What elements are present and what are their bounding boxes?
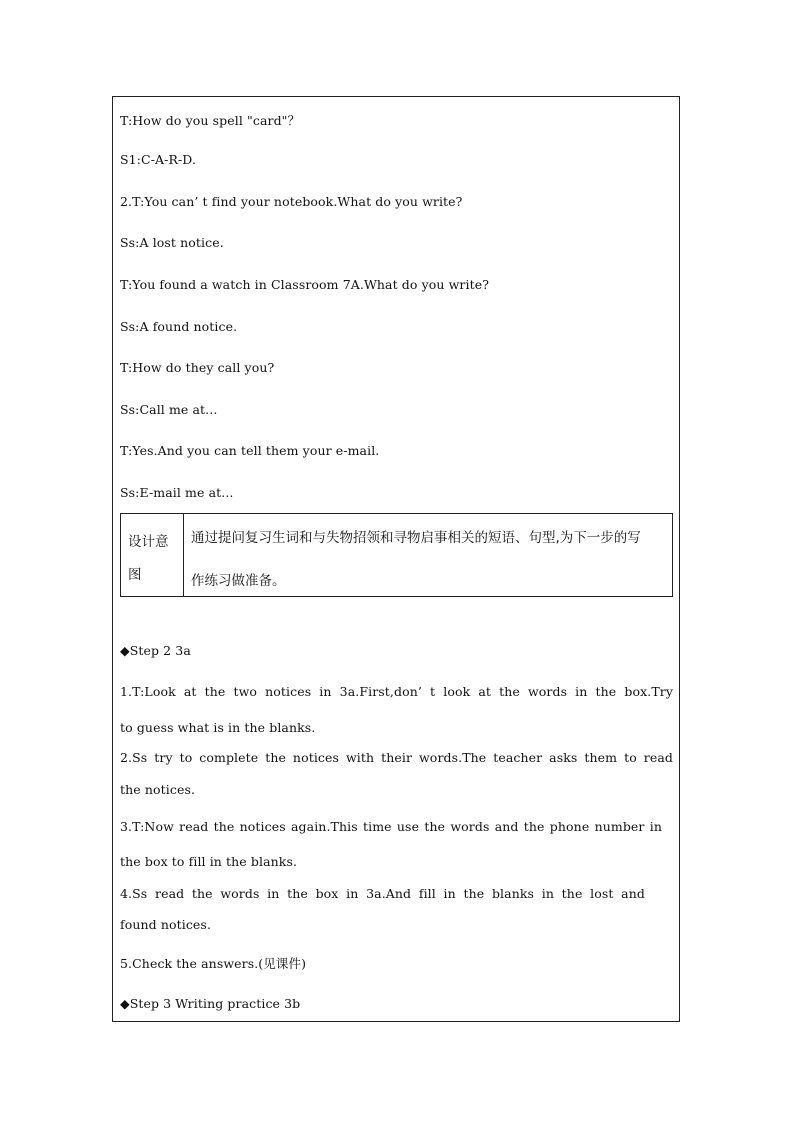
step2-line: found notices. — [120, 917, 212, 932]
step2-line: the notices. — [120, 782, 196, 797]
design-intent-box — [120, 513, 673, 597]
dialogue-line: 2.T:You can’ t find your notebook.What do you write? — [120, 194, 463, 209]
step2-line-wrap — [120, 750, 673, 765]
step2-line: to guess what is in the blanks. — [120, 720, 316, 735]
step2-line: 2.Ss try to complete the notices with their words.The teacher asks them to read — [120, 750, 673, 765]
design-intent-label: 设计意 — [128, 534, 169, 550]
design-intent-divider — [183, 514, 184, 596]
step2-heading: ◆Step 2 3a — [120, 643, 191, 658]
design-intent-label-cont: 图 — [128, 567, 142, 583]
dialogue-line: T:How do you spell "card"？ — [120, 113, 301, 128]
dialogue-line: Ss:A found notice. — [120, 319, 238, 334]
dialogue-line: Ss:Call me at... — [120, 402, 218, 417]
step2-line-wrap — [120, 886, 645, 901]
step2-line-wrap — [120, 819, 662, 834]
step3-heading: ◆Step 3 Writing practice 3b — [120, 996, 301, 1011]
step2-line: 3.T:Now read the notices again.This time use the words and the phone number in — [120, 819, 662, 834]
step2-line-wrap — [120, 684, 673, 699]
dialogue-line: Ss:E-mail me at... — [120, 485, 234, 500]
design-intent-text-cont: 作练习做准备。 — [191, 573, 286, 589]
dialogue-line: T:How do they call you? — [120, 360, 275, 375]
step2-line: 4.Ss read the words in the box in 3a.And fill in the blanks in the lost and — [120, 886, 645, 901]
design-intent-text: 通过提问复习生词和与失物招领和寻物启事相关的短语、句型,为下一步的写 — [191, 530, 641, 546]
step2-line: 5.Check the answers.(见课件) — [120, 956, 307, 971]
dialogue-line: T:You found a watch in Classroom 7A.What do you write? — [120, 277, 489, 292]
dialogue-line: S1:C-A-R-D. — [120, 152, 197, 167]
dialogue-line: Ss:A lost notice. — [120, 235, 224, 250]
dialogue-line: T:Yes.And you can tell them your e-mail. — [120, 443, 380, 458]
step2-line: 1.T:Look at the two notices in 3a.First,don’ t look at the words in the box.Try — [120, 684, 673, 699]
step2-line: the box to fill in the blanks. — [120, 854, 298, 869]
